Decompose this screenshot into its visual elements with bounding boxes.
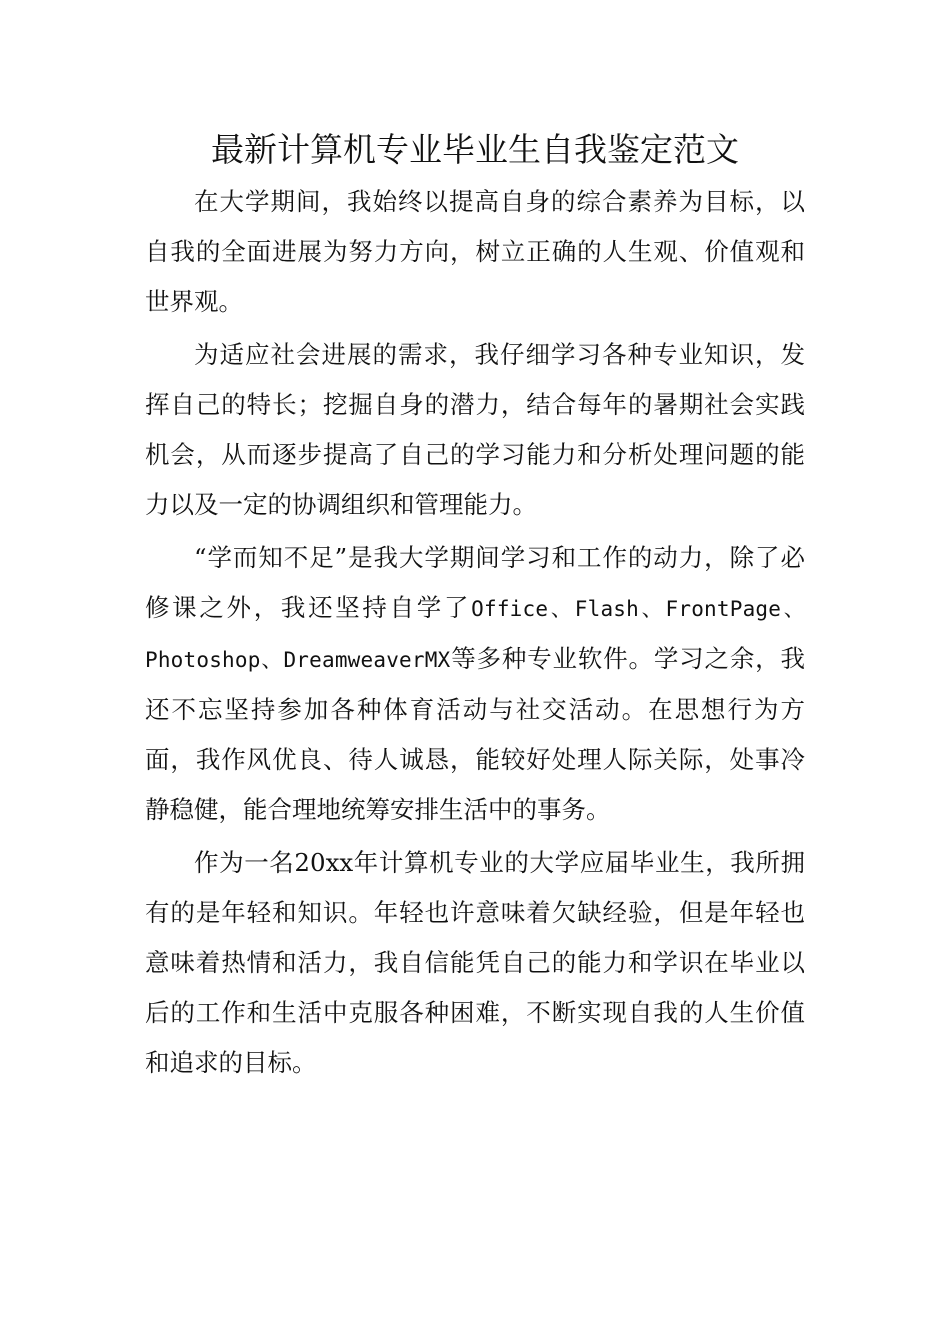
paragraph-3-software-list: Office、Flash、FrontPage、Photoshop、DreamweaverMX xyxy=(145,597,805,672)
paragraph-2: 为适应社会进展的需求，我仔细学习各种专业知识，发挥自己的特长；挖掘自身的潜力，结合每年的暑期社会实践机会，从而逐步提高了自己的学习能力和分析处理问题的能力以及一定的协调组织和管理能力。 xyxy=(145,340,805,519)
paragraph-3-part-2: 等多种专业软件。学习之余，我还不忘坚持参加各种体育活动与社交活动。在思想行为方面，我作风优良、待人诚恳，能较好处理人际关际，处事冷静稳健，能合理地统筹安排生活中的事务。 xyxy=(145,644,805,824)
paragraph-1: 在大学期间，我始终以提高自身的综合素养为目标，以自我的全面进展为努力方向，树立正确的人生观、价值观和世界观。 xyxy=(145,187,805,316)
paragraph-3-part-1: “学而知不足”是我大学期间学习和工作的动力，除了必修课之外，我还坚持自学了 xyxy=(145,543,805,622)
paragraph-4: 作为一名20xx年计算机专业的大学应届毕业生，我所拥有的是年轻和知识。年轻也许意味着欠缺经验，但是年轻也意味着热情和活力，我自信能凭自己的能力和学识在毕业以后的工作和生活中克服各种困难，不断实现自我的人生价值和追求的目标。 xyxy=(145,848,805,1077)
document-title: 最新计算机专业毕业生自我鉴定范文 xyxy=(211,130,739,169)
document-body xyxy=(145,177,805,1091)
paragraph-3 xyxy=(145,533,805,835)
